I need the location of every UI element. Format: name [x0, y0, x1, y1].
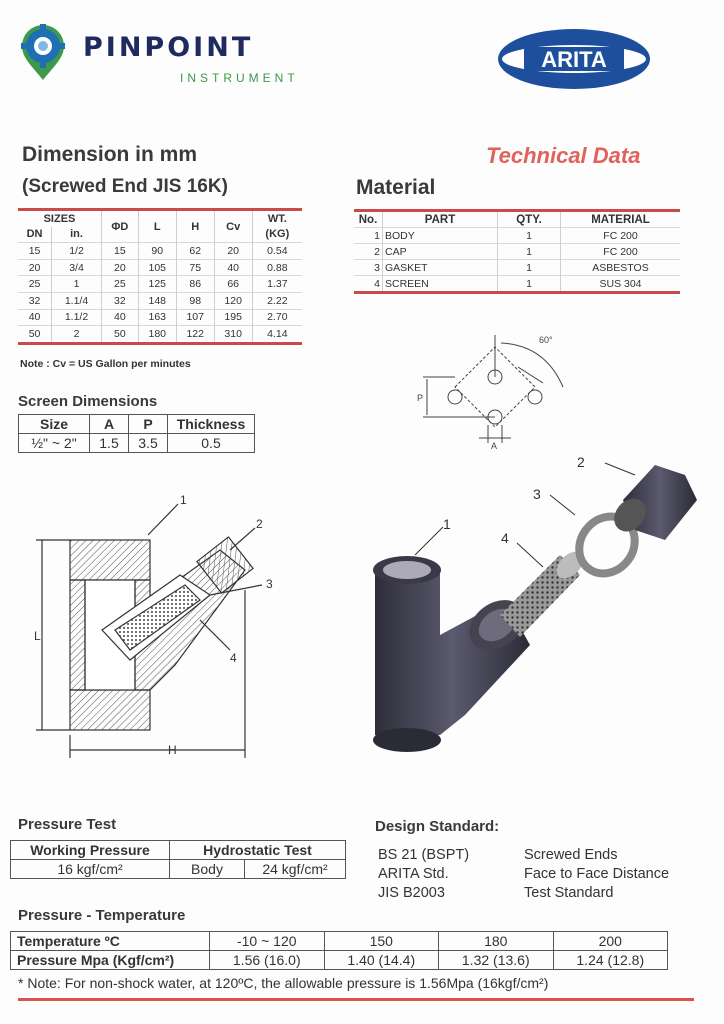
a-dimension-label: A — [491, 441, 498, 450]
strainer-exploded-view — [355, 445, 710, 785]
brand-name: PINPOINT — [83, 32, 254, 63]
callout-1: 1 — [180, 493, 187, 507]
screwed-end-subtitle: (Screwed End JIS 16K) — [22, 176, 228, 197]
screen-table — [18, 414, 255, 453]
material-header: MATERIAL — [591, 213, 650, 226]
strainer-cross-section — [30, 490, 300, 770]
working-pressure-header: Working Pressure — [11, 841, 170, 860]
screen-dimensions-title: Screen Dimensions — [18, 393, 158, 410]
design-standard-title: Design Standard: — [375, 818, 500, 835]
table-row: 1 BODY 1 FC 200 — [354, 228, 680, 244]
no-header: No. — [354, 211, 383, 228]
brand-subtitle: INSTRUMENT — [180, 71, 299, 85]
wt-header: WT. — [267, 212, 287, 225]
perforation-pattern-diagram — [405, 325, 595, 450]
cv-header: Cv — [214, 210, 252, 243]
dimension-table — [18, 208, 302, 345]
pressure-test-table — [10, 840, 346, 879]
design-standard-codes: BS 21 (BSPT) ARITA Std. JIS B2003 — [378, 847, 470, 901]
pressure-temperature-title: Pressure - Temperature — [18, 907, 186, 924]
table-row: Temperature ºC -10 ~ 120 150 180 200 — [11, 932, 668, 951]
dn-header: DN — [18, 227, 52, 243]
material-title: Material — [356, 176, 436, 199]
in-header: in. — [52, 227, 102, 243]
kg-header: (KG) — [265, 228, 290, 241]
design-standard-descriptions: Screwed Ends Face to Face Distance Test Standard — [524, 847, 670, 901]
p-header: P — [129, 415, 168, 434]
bottom-divider — [18, 998, 694, 1001]
table-row: 2 CAP 1 FC 200 — [354, 244, 680, 260]
table-row: 25 1 25 125 86 66 1.37 — [18, 276, 302, 293]
pressure-temperature-table — [10, 931, 668, 970]
angle-label: 60° — [539, 335, 553, 345]
callout-4: 4 — [230, 651, 237, 665]
table-row: 15 1/2 15 90 62 20 0.54 — [18, 243, 302, 260]
arita-logo — [496, 27, 652, 96]
table-row: 50 2 50 180 122 310 4.14 — [18, 326, 302, 344]
pressure-test-title: Pressure Test — [18, 816, 117, 833]
exploded-callout-2: 2 — [577, 454, 585, 470]
callout-3: 3 — [266, 577, 273, 591]
h-header: H — [176, 210, 214, 243]
part-header: PART — [383, 211, 498, 228]
exploded-callout-1: 1 — [443, 516, 451, 532]
temperature-label: Temperature ºC — [11, 932, 210, 951]
table-row: Pressure Mpa (Kgf/cm²) 1.56 (16.0) 1.40 (14.4) 1.32 (13.6) 1.24 (12.8) — [11, 951, 668, 970]
exploded-callout-3: 3 — [533, 486, 541, 502]
cv-note: Note : Cv = US Gallon per minutes — [20, 358, 191, 370]
table-row: 4 SCREEN 1 SUS 304 — [354, 276, 680, 293]
sizes-header: SIZES — [18, 210, 101, 227]
technical-data-title: Technical Data — [486, 143, 641, 168]
table-row: 40 1.1/2 40 163 107 195 2.70 — [18, 309, 302, 326]
pinpoint-logo — [14, 22, 72, 87]
exploded-callout-4: 4 — [501, 530, 509, 546]
table-row: ½" ~ 2" 1.5 3.5 0.5 — [19, 434, 255, 453]
dimension-title: Dimension in mm — [22, 143, 198, 166]
table-row: 20 3/4 20 105 75 40 0.88 — [18, 259, 302, 276]
l-header: L — [138, 210, 176, 243]
table-row: 16 kgf/cm² Body 24 kgf/cm² — [11, 860, 346, 879]
pressure-note: * Note: For non-shock water, at 120ºC, the allowable pressure is 1.56Mpa (16kgf/cm²) — [18, 975, 549, 991]
material-table — [354, 209, 680, 294]
size-header: Size — [19, 415, 90, 434]
gear-pin-icon — [14, 22, 72, 82]
h-dimension-label: H — [168, 743, 177, 757]
pressure-label: Pressure Mpa (Kgf/cm²) — [11, 951, 210, 970]
l-dimension-label: L — [34, 629, 41, 643]
qty-header: QTY. — [498, 211, 561, 228]
a-header: A — [90, 415, 129, 434]
table-row: 32 1.1/4 32 148 98 120 2.22 — [18, 292, 302, 309]
callout-2: 2 — [256, 517, 263, 531]
od-header: ΦD — [101, 210, 138, 243]
table-row: 3 GASKET 1 ASBESTOS — [354, 260, 680, 276]
arita-logo-text: ARITA — [541, 47, 607, 72]
hydrostatic-test-header: Hydrostatic Test — [170, 841, 346, 860]
thickness-header: Thickness — [168, 415, 255, 434]
p-dimension-label: P — [417, 393, 424, 403]
